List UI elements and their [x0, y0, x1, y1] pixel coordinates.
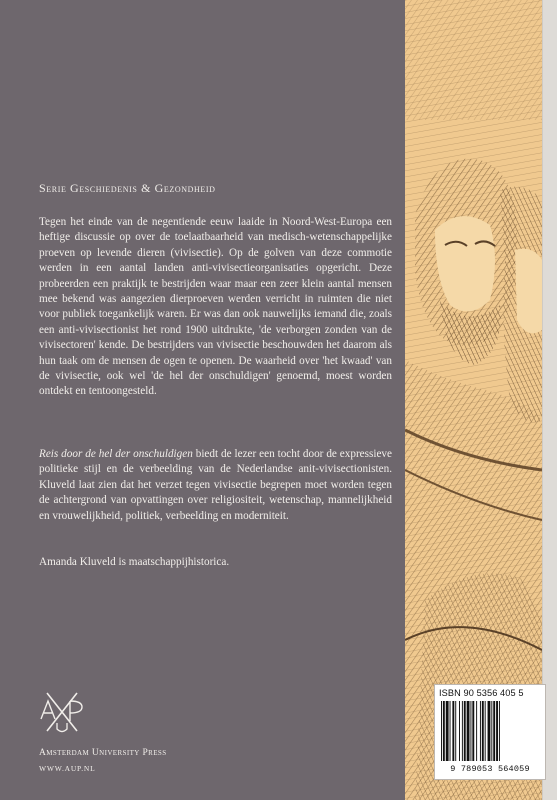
barcode-bar [443, 701, 445, 761]
isbn-barcode [434, 684, 546, 780]
barcode-bar [470, 701, 471, 761]
aup-logo [39, 689, 85, 735]
isbn-label: ISBN 90 5356 405 5 [439, 688, 524, 698]
barcode-bar [491, 701, 492, 761]
barcode-bar [499, 701, 500, 761]
blurb-paragraph-2 [39, 447, 392, 524]
aup-logo-mark [39, 689, 85, 735]
barcode-bar [462, 701, 463, 761]
barcode-bar [459, 701, 460, 761]
blurb-paragraph-1: Tegen het einde van de negentiende eeuw laaide in Noord-West-Europa een heftige discussie op over de toelaatbaarheid van medisch-wetenschappelijke proeven op levende dieren (vivisectie). Op de golven van deze commotie werden in een aantal landen anti-vivisectieorganisaties opgericht. Deze probeerden een praktijk te bestrijden waar maar een zeer klein aantal mensen mee bekend was aangezien dierproeven werden verricht in ruimten die niet voor publiek toegankelijk waren. Er was dan ook nauwelijks iemand die, zoals een anti-vivisectionist het rond 1900 uitdrukte, 'de verborgen zonden van de vivisectoren' kende. De bestrijders van vivisectie beschouwden het daarom als hun taak om de mensen de ogen te openen. De waarheid over 'het kwaad' van de vivisectie, ook wel 'de hel der onschuldigen' genoemd, moest worden ontdekt en tentoongesteld. [39, 216, 392, 398]
barcode-bar [450, 701, 451, 761]
series-title: Serie Geschiedenis & Gezondheid [39, 181, 216, 195]
blurb-paragraph-2-text: biedt de lezer een tocht door de expressieve politieke stijl en de verbeelding van de Nederlandse anit-vivisectionisten. Kluveld laat zien dat het verzet tegen vivisectie begrepen moet worden tegen de achtergrond van opvattingen over religiositeit, wetenschap, mannelijkheid en vrouwelijkheid, politiek, verbeelding en moderniteit. [39, 448, 392, 522]
book-title-italic: Reis door de hel der onschuldigen [39, 448, 193, 460]
barcode-bar [441, 701, 442, 761]
barcode-bar [446, 701, 449, 761]
barcode-bar [472, 701, 474, 761]
author-bio: Amanda Kluveld is maatschappijhistorica. [39, 556, 230, 568]
barcode-bar [480, 701, 481, 761]
barcode-bar [455, 701, 456, 761]
barcode-bar [476, 701, 477, 761]
barcode-bar [452, 701, 454, 761]
barcode-bar [467, 701, 470, 761]
engraving-illustration [405, 0, 542, 800]
engraving-art [405, 0, 542, 800]
page-edge [542, 0, 557, 800]
publisher-url: WWW.AUP.NL [39, 764, 96, 773]
barcode-bar [496, 701, 498, 761]
barcode-bar [485, 701, 486, 761]
barcode-bar [464, 701, 466, 761]
barcode-bar [488, 701, 491, 761]
barcode-bars [439, 701, 541, 763]
barcode-bar [493, 701, 495, 761]
barcode-bar [482, 701, 484, 761]
ean-number: 9 789053 564059 [450, 764, 530, 774]
publisher-name: Amsterdam University Press [39, 748, 167, 758]
